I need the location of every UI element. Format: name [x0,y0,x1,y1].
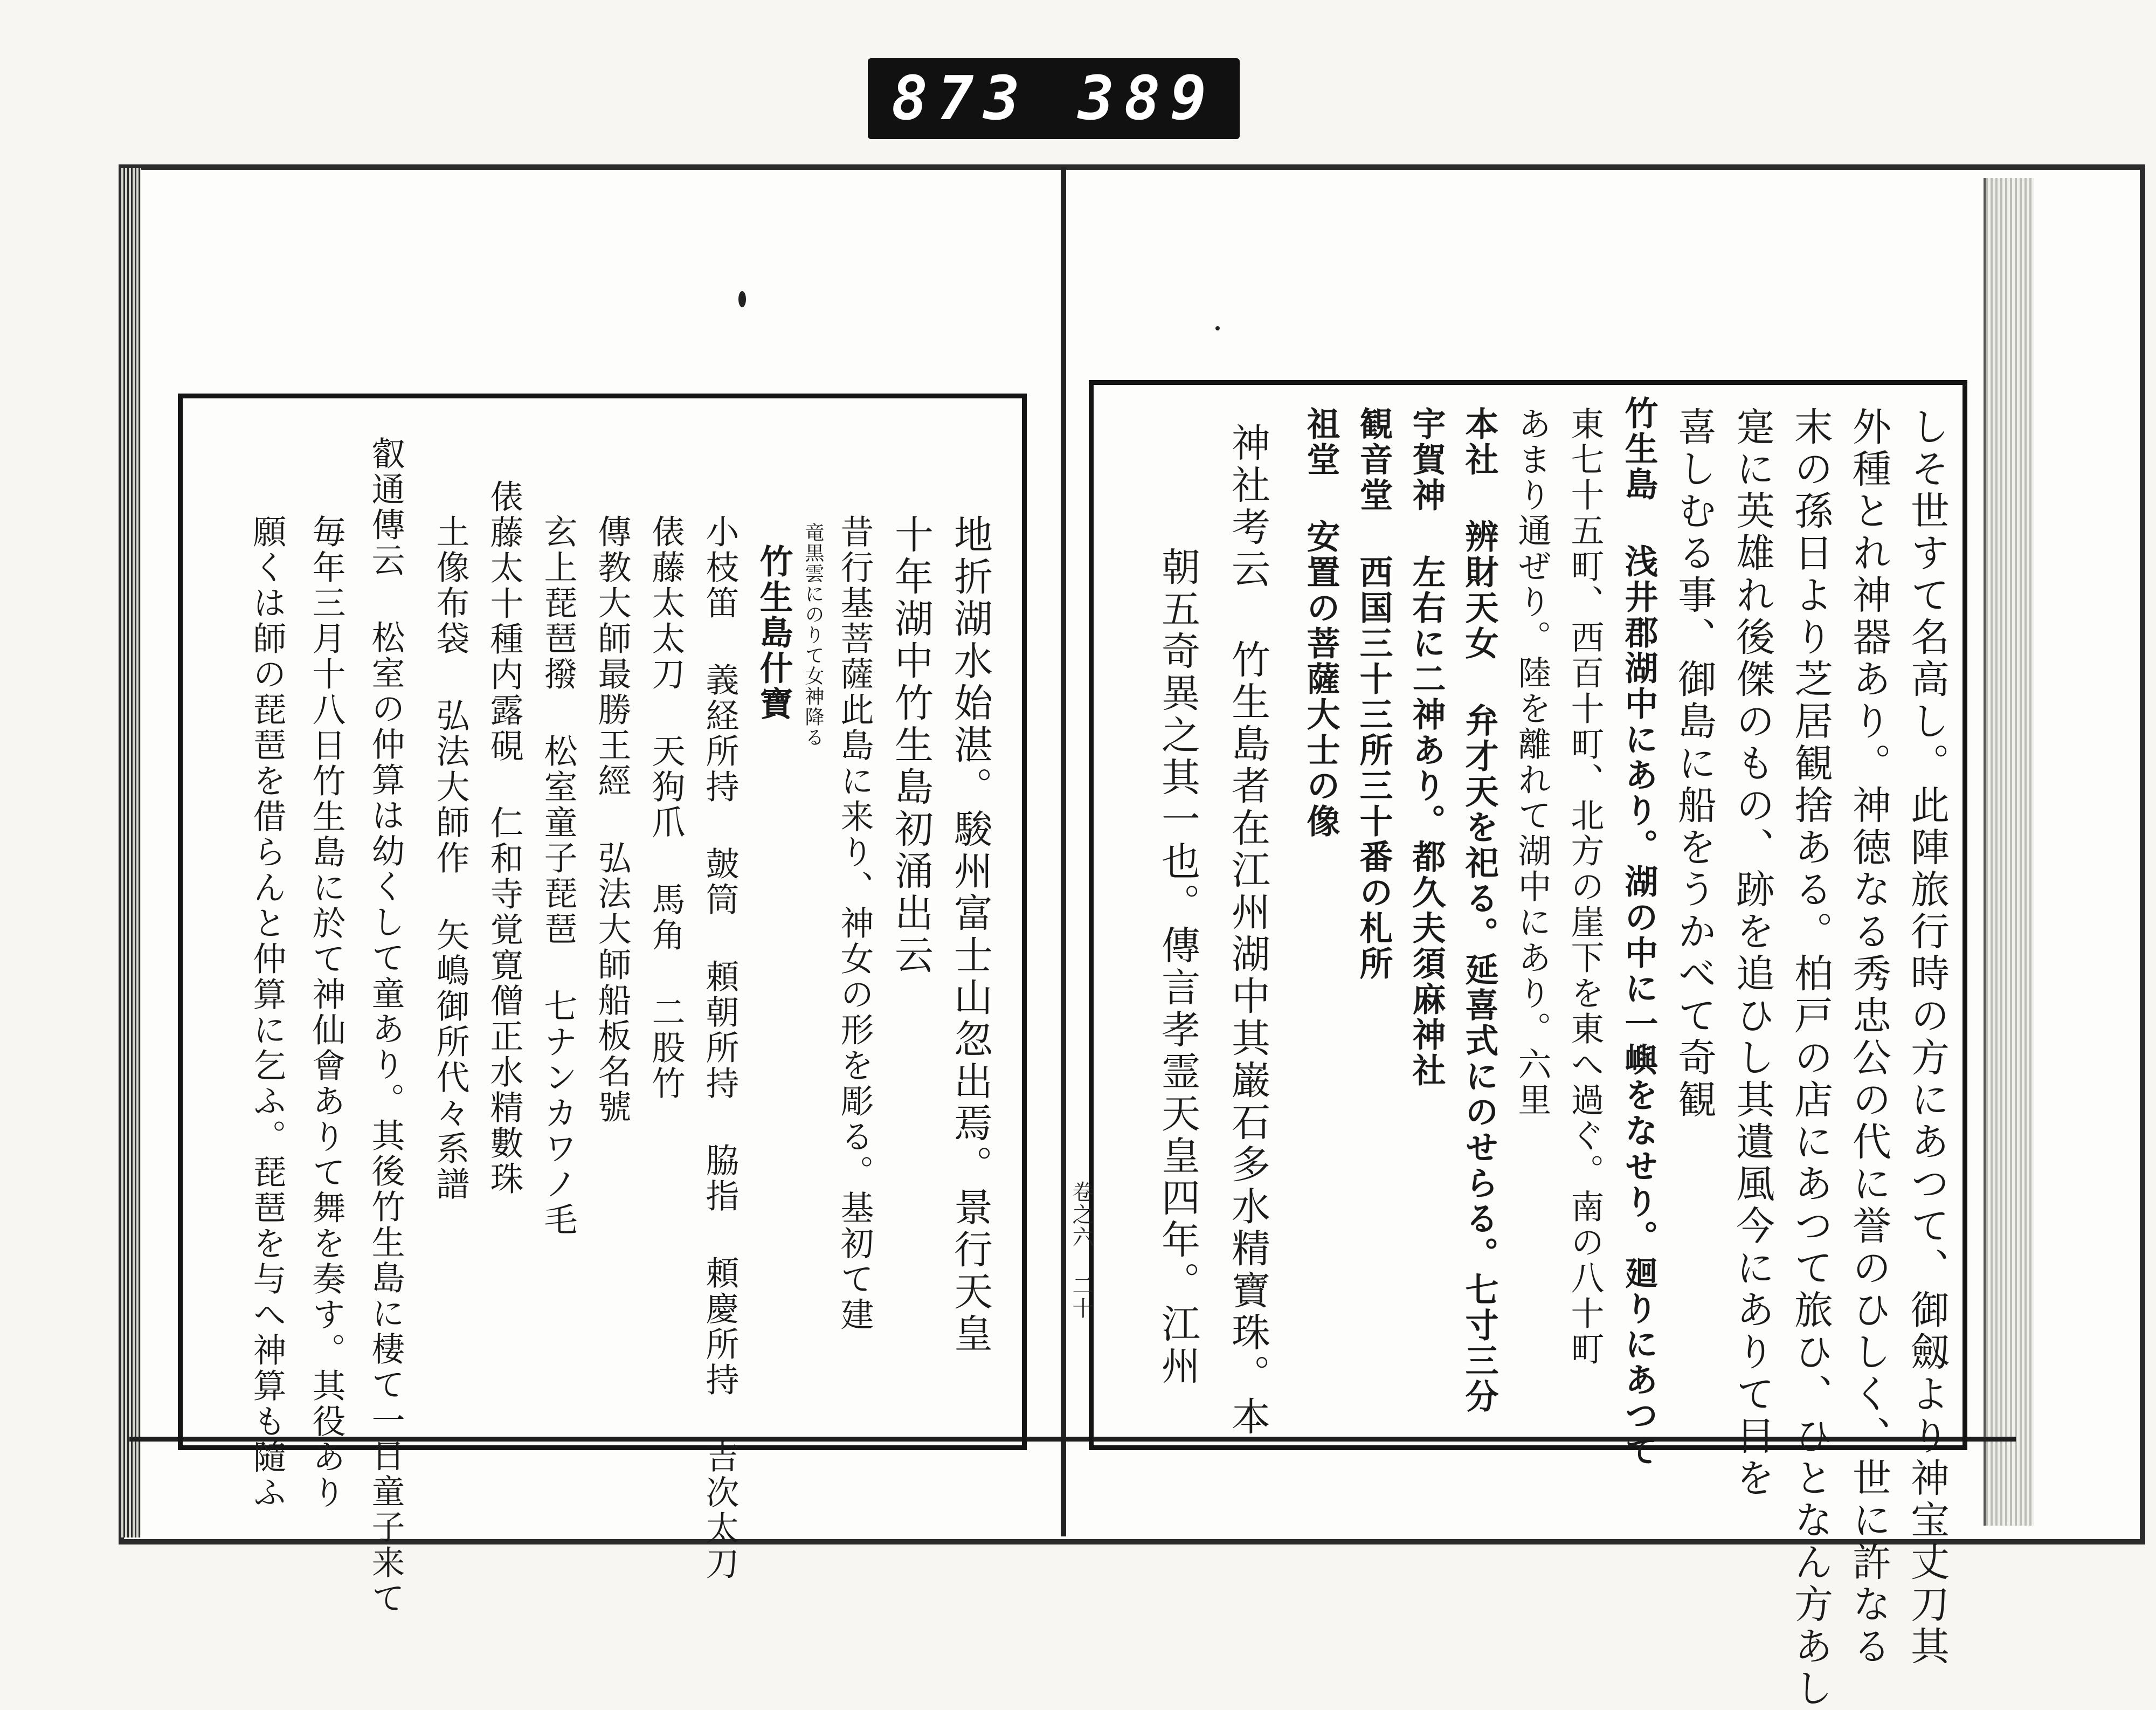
right-col-9: 本社 辨財天女 弁才天を祀る。延喜式にのせらる。七寸三分 [1460,406,1499,1415]
right-page-frame [1089,380,1967,1710]
ink-speck [738,291,746,307]
right-col-7: 東七十五町、西百十町、北方の崖下を東へ過ぐ。南の八十町 [1565,406,1605,1367]
right-col-8: あまり通ぜり。陸を離れて湖中にあり。六里 [1512,406,1552,1118]
label-left-number: 873 [891,64,1029,134]
left-col-10: 俵藤太十種内露硯 仁和寺覚寛僧正水精數珠 [485,479,524,1197]
right-col-11: 観音堂 西国三十三所三十番の札所 [1354,406,1393,982]
left-col-4: 竜黒雲にのりて女神降る [802,522,824,748]
left-col-13: 毎年三月十八日竹生島に於て神仙會ありて舞を奏す。其役あり [307,514,346,1511]
left-col-9: 玄上琵琶撥 松室童子琵琶 七ナンカワノ毛 [538,514,578,1238]
right-col-3: 末の孫日より芝居観捨ある。柏戸の店にあつて旅ひ、ひとなん方あし [1788,406,1833,1710]
left-col-3: 昔行基菩薩此島に来り、神女の形を彫る。基初て建 [835,514,874,1333]
archive-label [868,58,1240,139]
right-col-14: 朝五奇異之其一也。傳言孝霊天皇四年。江州 [1155,547,1200,1388]
label-right-number: 389 [1078,64,1217,134]
right-col-12: 祖堂 安置の菩薩大士の像 [1301,406,1340,839]
left-col-1: 地折湖水始湛。駿州富士山忽出焉。景行天皇 [948,514,993,1355]
left-col-5: 竹生島什寶 [754,544,793,722]
right-col-13: 神社考云 竹生島者在江州湖中其巌石多水精寶珠。本 [1225,423,1270,1438]
right-col-6: 竹生島 浅井郡湖中にあり。湖の中に一嶼をなせり。廻りにあつて [1619,396,1659,1469]
left-col-7: 俵藤太太刀 天狗爪 馬角 二股竹 [646,514,686,1101]
left-col-11: 土像布袋 弘法大師作 矢嶋御所代々系譜 [431,514,470,1202]
right-col-5: 喜しむる事、御島に船をうかべて奇観 [1671,406,1717,1121]
left-col-6: 小枝笛 義経所持 皷筒 頼朝所持 脇指 頼慶所持 吉次太刀 [700,514,740,1582]
left-page-frame [178,394,1027,1616]
left-col-14: 願くは師の琵琶を借らんと仲算に乞ふ。琵琶を与へ神算も隨ふ [247,514,287,1511]
book-page-edge-left [120,168,141,1537]
folio-marker: 卷之六 二十 [1069,1181,1094,1320]
right-col-2: 外種とれ神器あり。神徳なる秀忠公の代に誉のひしく、世に許なる [1846,406,1891,1668]
ink-speck [1215,326,1220,330]
right-col-10: 宇賀神 左右に二神あり。都久夫須麻神社 [1407,406,1446,1088]
book-page-edge-right [1984,178,2034,1526]
right-col-4: 寔に英雄れ後傑のもの、跡を追ひし其遺風今にありて目を [1730,406,1775,1500]
book-gutter [1061,167,1066,1536]
right-col-1: しそ世すて名高し。此陣旅行時の方にあつて、御劔より神宝丈刀其 [1904,406,1950,1668]
left-col-8: 傳教大師最勝王經 弘法大師船板名號 [592,514,632,1125]
left-col-12: 叡通傳云 松室の仲算は幼くして童あり。其後竹生島に棲て一日童子来て [366,436,405,1616]
left-col-2: 十年湖中竹生島初涌出云 [888,514,934,977]
